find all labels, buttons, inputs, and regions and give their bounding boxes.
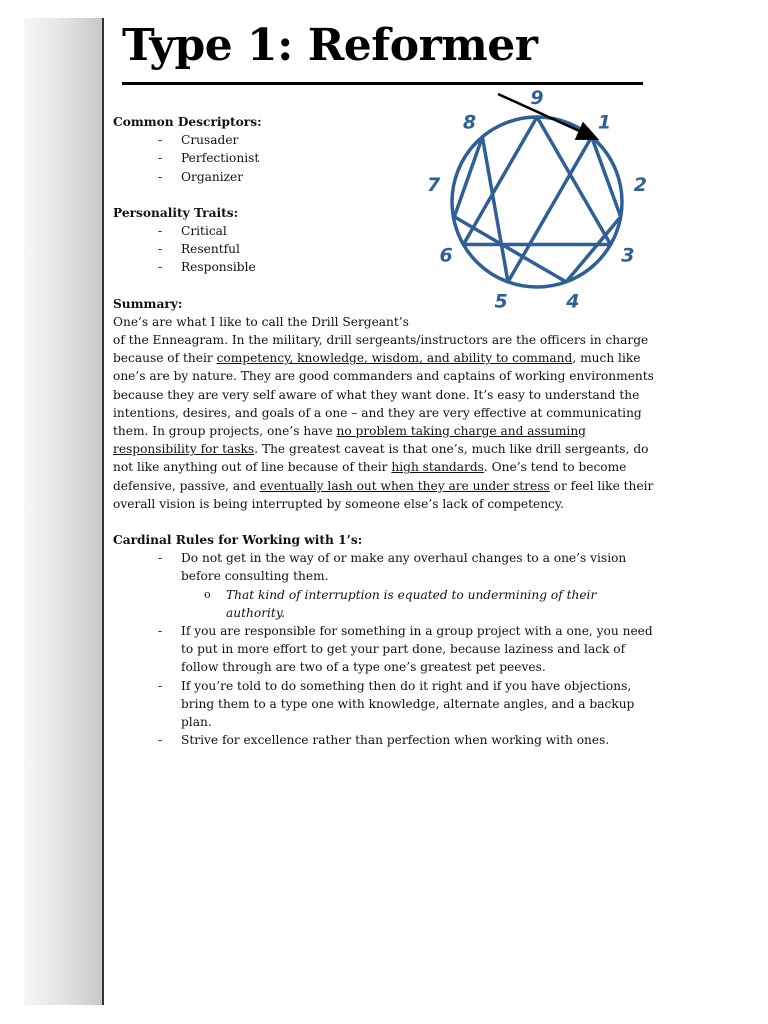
list-item: - If you are responsible for something in a group project with a one, you need to put in more effort to get your part done, because laziness and lack of follow through are two of a type one’s greatest pet peeves.	[113, 622, 658, 677]
descriptors-list	[113, 131, 658, 186]
enneagram-number-9: 9	[530, 88, 544, 109]
list-item: - Resentful	[113, 240, 658, 258]
enneagram-number-2: 2	[633, 173, 648, 196]
sub-list-item: o That kind of interruption is equated to undermining of their authority.	[113, 586, 658, 622]
enneagram-number-6: 6	[439, 244, 453, 267]
enneagram-number-3: 3	[621, 244, 635, 267]
list-item: - Organizer	[113, 168, 658, 186]
list-item: - Crusader	[113, 131, 658, 149]
page-sidebar-band	[24, 18, 102, 1005]
list-item: - Perfectionist	[113, 149, 658, 167]
enneagram-number-8: 8	[462, 111, 477, 134]
underlined-phrase: no problem taking charge and assuming responsibility for tasks	[113, 424, 586, 457]
traits-list	[113, 222, 658, 277]
enneagram-number-4: 4	[566, 290, 580, 313]
descriptors-heading: Common Descriptors	[113, 115, 258, 129]
list-item: - Critical	[113, 222, 658, 240]
list-item: - If you’re told to do something then do it right and if you have objections, bring them to a type one with knowledge, alternate angles, and a backup plan.	[113, 677, 658, 732]
summary-section	[113, 295, 658, 513]
rules-heading: Cardinal Rules for Working with 1’s	[113, 533, 358, 548]
underlined-phrase: competency, knowledge, wisdom, and ability to command	[216, 351, 573, 366]
summary-intro: One’s are what I like to call the Drill Sergeant’s	[113, 314, 409, 329]
underlined-phrase: eventually lash out when they are under stress	[259, 478, 550, 493]
list-item: - Responsible	[113, 258, 658, 276]
enneagram-number-5: 5	[494, 290, 508, 313]
document-body	[113, 113, 658, 750]
underlined-phrase: high standards	[391, 460, 484, 475]
rules-list	[113, 549, 658, 749]
summary-heading: Summary:	[113, 296, 183, 311]
enneagram-number-1: 1	[597, 111, 612, 134]
page-title: Type 1: Reformer	[122, 20, 538, 71]
sub-list	[113, 586, 658, 622]
enneagram-number-7: 7	[426, 173, 441, 196]
cardinal-rules-section: Cardinal Rules for Working with 1’s: - Do not get in the way of or make any overhaul changes to a one’s vision before consulting them. o That kind of interruption is equated to undermining of their authority. - If you are responsible for something in a group project with a one, you need to put in more effort to get your part done, because laziness and lack of follow through are two of a type one’s greatest pet peeves. - If you’re told to do something then do it right and if you have objections, bring them to a type one with knowledge, alternate angles, and a backup plan. - Strive for excellence rather than perfection when working with ones.	[113, 531, 658, 749]
traits-heading: Personality Traits:	[113, 205, 239, 220]
summary-paragraph: of the Enneagram. In the military, drill sergeants/instructors are the officers in charge because of their competency, knowledge, wisdom, and ability to command, much like one’s are by nature. They are good commanders and captains of working environments because they are very self aware of what they want done. It’s easy to understand the intentions, desires, and goals of a one – and they are very effective at communicating them. In group projects, one’s have no problem taking charge and assuming responsibility for tasks. The greatest caveat is that one’s, much like drill sergeants, do not like anything out of line because of their high standards. One’s tend to become defensive, passive, and eventually lash out when they are under stress or feel like their overall vision is being interrupted by someone else’s lack of competency.	[113, 333, 654, 511]
list-item: - Strive for excellence rather than perfection when working with ones.	[113, 731, 658, 749]
sidebar-divider	[102, 18, 104, 1005]
list-item: - Do not get in the way of or make any overhaul changes to a one’s vision before consulting them. o That kind of interruption is equated to undermining of their authority.	[113, 549, 658, 622]
common-descriptors-section: Common Descriptors: - Crusader - Perfectionist - Organizer	[113, 113, 658, 186]
personality-traits-section	[113, 204, 658, 277]
title-underline	[122, 82, 643, 85]
